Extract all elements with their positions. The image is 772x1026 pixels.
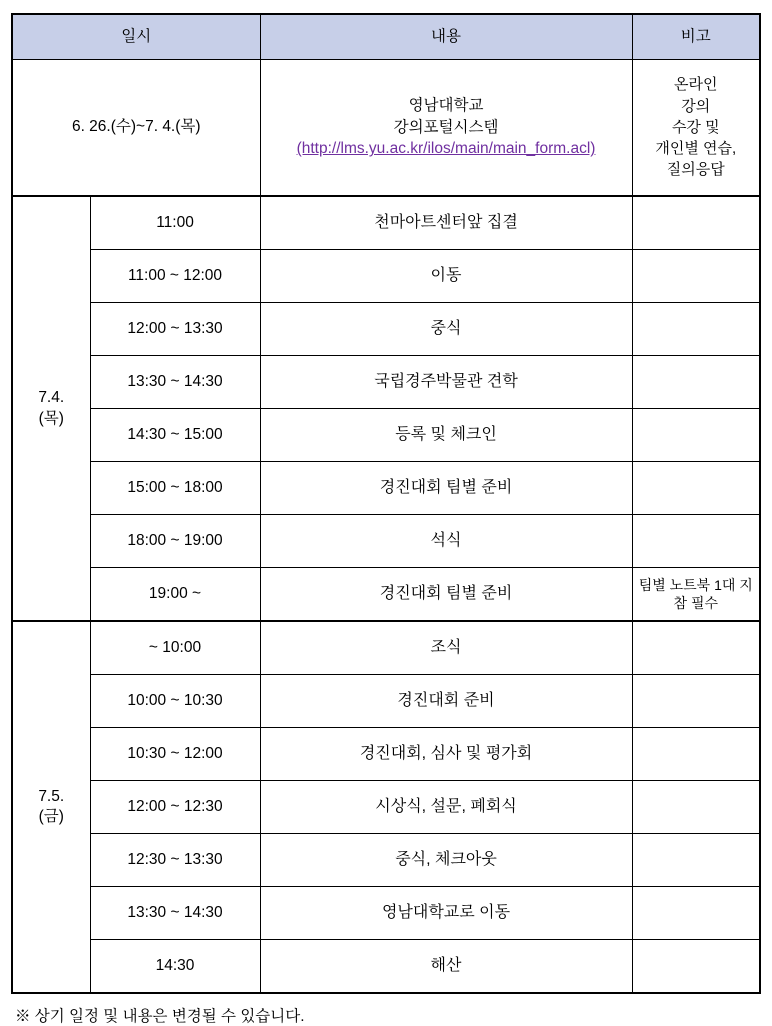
time-cell: 11:00 ~ 12:00 (90, 250, 260, 303)
info-note-line-1: 온라인 (674, 76, 718, 94)
table-row (12, 728, 760, 781)
table-header (12, 14, 760, 60)
info-content-line-1: 영남대학교 (408, 96, 484, 114)
header-content: 내용 (260, 14, 632, 60)
note-cell (632, 621, 760, 675)
note-cell (632, 834, 760, 887)
table-row (12, 409, 760, 462)
schedule-table (11, 13, 761, 994)
content-cell: 석식 (260, 515, 632, 568)
table-row (12, 834, 760, 887)
info-note-line-3: 수강 및 (671, 118, 720, 136)
note-cell (632, 728, 760, 781)
content-cell: 중식, 체크아웃 (260, 834, 632, 887)
time-cell: 19:00 ~ (90, 568, 260, 622)
note-cell (632, 887, 760, 940)
table-body (12, 60, 760, 994)
note-cell (632, 781, 760, 834)
note-cell-laptop (632, 568, 760, 622)
content-cell: 경진대회 팀별 준비 (260, 568, 632, 622)
info-note (632, 60, 760, 197)
table-row (12, 940, 760, 994)
table-row (12, 568, 760, 622)
content-cell: 영남대학교로 이동 (260, 887, 632, 940)
time-cell: 12:30 ~ 13:30 (90, 834, 260, 887)
info-content-line-2: 강의포털시스템 (393, 118, 499, 136)
content-cell: 해산 (260, 940, 632, 994)
table-row (12, 462, 760, 515)
note-line-1: 팀별 노트북 (638, 576, 711, 593)
content-cell: 중식 (260, 303, 632, 356)
time-cell: 14:30 ~ 15:00 (90, 409, 260, 462)
note-cell (632, 196, 760, 250)
table-row (12, 621, 760, 675)
lms-portal-link[interactable]: (http://lms.yu.ac.kr/ilos/main/main_form.acl) (296, 140, 596, 158)
info-row (12, 60, 760, 197)
content-cell: 등록 및 체크인 (260, 409, 632, 462)
time-cell: 13:30 ~ 14:30 (90, 887, 260, 940)
time-cell: 15:00 ~ 18:00 (90, 462, 260, 515)
footnote: ※ 상기 일정 및 내용은 변경될 수 있습니다. (15, 1008, 305, 1025)
content-cell: 경진대회 준비 (260, 675, 632, 728)
table-row (12, 675, 760, 728)
time-cell: 18:00 ~ 19:00 (90, 515, 260, 568)
content-cell: 시상식, 설문, 폐회식 (260, 781, 632, 834)
time-cell: 10:30 ~ 12:00 (90, 728, 260, 781)
table-row (12, 196, 760, 250)
day-label-line1-0: 7.4. (38, 389, 65, 407)
header-row (12, 14, 760, 60)
table-row (12, 515, 760, 568)
note-cell (632, 515, 760, 568)
header-note: 비고 (632, 14, 760, 60)
day-label-line1-1: 7.5. (38, 787, 65, 805)
time-cell: ~ 10:00 (90, 621, 260, 675)
note-line-2: 1대 지참 필수 (673, 576, 753, 611)
day-label-0 (12, 196, 90, 621)
table-row (12, 356, 760, 409)
time-cell: 11:00 (90, 196, 260, 250)
info-date: 6. 26.(수)~7. 4.(목) (12, 60, 260, 197)
table-row (12, 887, 760, 940)
content-cell: 이동 (260, 250, 632, 303)
header-date: 일시 (12, 14, 260, 60)
table-row (12, 303, 760, 356)
info-note-line-2: 강의 (681, 97, 711, 115)
note-cell (632, 675, 760, 728)
info-note-line-4: 개인별 연습, (655, 140, 737, 158)
note-cell (632, 462, 760, 515)
time-cell: 10:00 ~ 10:30 (90, 675, 260, 728)
content-cell: 경진대회 팀별 준비 (260, 462, 632, 515)
info-note-line-5: 질의응답 (666, 161, 725, 179)
content-cell: 천마아트센터앞 집결 (260, 196, 632, 250)
day-label-line2-1: (금) (38, 808, 64, 825)
time-cell: 12:00 ~ 12:30 (90, 781, 260, 834)
note-cell (632, 409, 760, 462)
day-label-1 (12, 621, 90, 993)
time-cell: 12:00 ~ 13:30 (90, 303, 260, 356)
info-content (260, 60, 632, 197)
note-cell (632, 303, 760, 356)
note-cell (632, 940, 760, 994)
table-row (12, 781, 760, 834)
time-cell: 13:30 ~ 14:30 (90, 356, 260, 409)
note-cell (632, 356, 760, 409)
content-cell: 경진대회, 심사 및 평가회 (260, 728, 632, 781)
content-cell: 국립경주박물관 견학 (260, 356, 632, 409)
content-cell: 조식 (260, 621, 632, 675)
note-cell (632, 250, 760, 303)
time-cell: 14:30 (90, 940, 260, 994)
table-row (12, 250, 760, 303)
day-label-line2-0: (목) (38, 409, 64, 427)
